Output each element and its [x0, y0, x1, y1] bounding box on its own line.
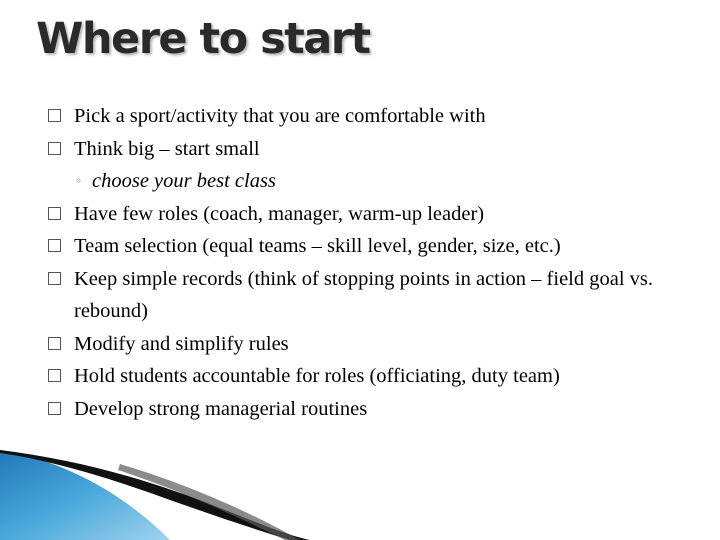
sub-list-item	[48, 165, 688, 198]
slide-title: Where to start	[36, 14, 370, 64]
list-item-text: Modify and simplify rules	[74, 332, 289, 355]
list-item-text: Think big – start small	[74, 137, 260, 160]
list-item	[48, 360, 688, 393]
list-item-text: Have few roles (coach, manager, warm-up leader)	[74, 202, 485, 225]
square-bullet-icon	[48, 369, 61, 382]
square-bullet-icon	[48, 207, 61, 220]
list-item-text: Pick a sport/activity that you are comfortable with	[74, 105, 486, 127]
bullet-list	[48, 100, 688, 425]
sub-list-item-text: choose your best class	[92, 170, 276, 192]
list-item	[48, 100, 688, 133]
list-item-text: Team selection (equal teams – skill level, gender, size, etc.)	[74, 235, 561, 257]
square-bullet-icon	[48, 272, 61, 285]
list-item-text: Develop strong managerial routines	[74, 397, 368, 420]
list-item	[48, 230, 688, 263]
list-item-text: Keep simple records (think of stopping points in action – field goal vs. rebound)	[74, 267, 654, 322]
circle-bullet-icon: ◦	[75, 174, 83, 188]
list-item	[48, 133, 688, 166]
square-bullet-icon	[48, 337, 61, 350]
square-bullet-icon	[48, 142, 61, 155]
square-bullet-icon	[48, 402, 61, 415]
square-bullet-icon	[48, 239, 61, 252]
list-item	[48, 328, 688, 361]
square-bullet-icon	[48, 109, 61, 122]
list-item	[48, 198, 688, 231]
list-item	[48, 393, 688, 426]
list-item-text: Hold students accountable for roles (officiating, duty team)	[74, 365, 560, 387]
list-item	[48, 263, 688, 328]
decorative-swoosh	[0, 450, 720, 540]
